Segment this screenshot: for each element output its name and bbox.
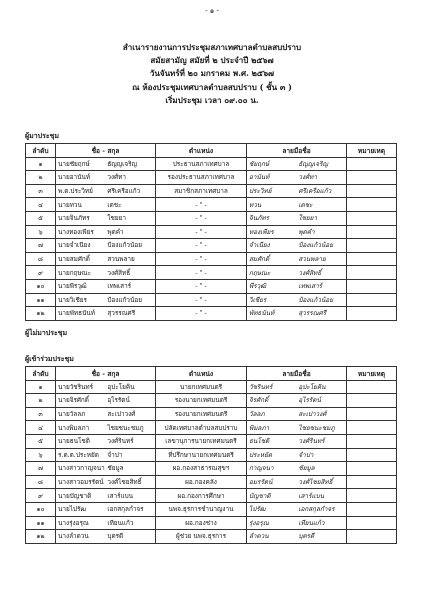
member-name-last: เอกสกุลกำจร [107,505,144,514]
member-signature-first: รุ่งอรุณ [249,518,269,527]
column-header-remark: หมายเหตุ [347,144,397,158]
member-signature-last: สวนพลาย [298,255,326,264]
row-number: ๔ [26,198,56,212]
meeting-date: วันจันทร์ที่ ๒๐ มกราคม พ.ศ. ๒๕๖๗ [149,68,275,78]
member-signature-first: ไปรัฒ [249,505,266,514]
member-name [56,198,156,212]
row-number: ๑๒ [26,307,56,321]
member-name [56,239,156,253]
member-position: รองประธานสภาเทศบาล [156,171,247,185]
member-signature-first: พิมลภา [249,423,270,432]
table-row [26,448,397,462]
member-name-last: ธัญญเจริญ [107,159,137,168]
member-name [56,380,156,394]
member-signature-last: จำปา [298,450,314,459]
member-signature-last: วงศ์ทา [298,173,317,182]
column-header-name: ชื่อ - สกุล [56,144,156,158]
row-number: ๓ [26,407,56,421]
row-number: ๒ [26,394,56,408]
member-signature-last: อุไรรัตน์ [298,396,321,405]
member-name-first: นางพิมลภา [58,423,90,432]
member-signature-first: ธนโชติ [249,437,270,446]
member-name-first: นายวัชรินทร์ [58,382,94,391]
member-name-first: นายสมศักดิ์ [58,255,90,264]
member-signature [247,279,347,293]
column-header-no: ลำดับ [26,367,56,381]
member-signature-last: วงศ์รินทร์ [298,437,325,446]
member-position: - " - [156,266,247,280]
table-row [26,421,397,435]
member-name [56,421,156,435]
row-number: ๑๐ [26,502,56,516]
member-name [56,489,156,503]
row-number: ๒ [26,171,56,185]
member-name [56,307,156,321]
remark-cell [347,307,397,321]
table-row [26,171,397,185]
row-number: ๖ [26,225,56,239]
member-name [56,502,156,516]
table-row [26,394,397,408]
member-name-first: นายจำเนียง [58,241,91,250]
table-row [26,380,397,394]
remark-cell [347,266,397,280]
row-number: ๙ [26,266,56,280]
member-name-last: เสาร์แบน [107,491,134,500]
member-signature-last: อุปะโยคิน [298,382,326,391]
member-signature-first: ลำดวน [249,532,269,541]
member-position: ผอ.กองคลัง [156,475,247,489]
meeting-start-time: เริ่มประชุม เวลา ๐๙.๐๐ น. [165,95,259,105]
meeting-session: สมัยสามัญ สมัยที่ ๒ ประจำปี ๒๕๖๗ [150,55,274,65]
member-name [56,407,156,421]
member-name-last: พุดคำ [107,227,124,236]
member-name-first: นายธนโชติ [58,437,90,446]
member-signature-last: เสาร์แบน [298,491,325,500]
table-row [26,530,397,544]
member-signature [247,157,347,171]
member-signature [247,448,347,462]
member-name-first: นายบัญชาติ [58,491,92,500]
remark-cell [347,407,397,421]
table-row [26,307,397,321]
member-signature-first: ประหยัด [249,450,273,459]
member-signature-first: วัลลภ [249,410,265,419]
remark-cell [347,502,397,516]
member-name-last: เทพเสาร์ [107,282,132,291]
member-signature-last: สะเปาวงศ์ [298,410,327,419]
member-signature [247,252,347,266]
table-row [26,475,397,489]
member-position: ที่ปรึกษานายกเทศมนตรี [156,448,247,462]
table-row [26,279,397,293]
remark-cell [347,225,397,239]
member-position: ผอ.กองสาธารณสุขฯ [156,462,247,476]
member-position: นพจ.ธุรการชำนาญงาน [156,502,247,516]
member-name-last: วงศ์ไชยสิทธิ์ [107,478,142,487]
member-name-last: จำปา [107,450,123,459]
member-name-last: บุตรดี [107,532,124,541]
attendees-table-header [26,144,397,158]
row-number: ๕ [26,211,56,225]
member-name-first: นายกฤษณะ [58,268,92,277]
member-name [56,394,156,408]
member-position: - " - [156,307,247,321]
member-position: ประธานสภาเทศบาล [156,157,247,171]
member-name [56,266,156,280]
row-number: ๑ [26,157,56,171]
participants-table-header [26,367,397,381]
member-name-last: วงศ์รินทร์ [107,437,134,446]
remark-cell [347,239,397,253]
member-name [56,516,156,530]
member-signature-first: จิรศักดิ์ [249,396,269,405]
member-name-first: นางรุ่งอรุณ [58,518,89,527]
member-name-first: นายจินภัทร [58,214,90,223]
member-signature-last: ธัญญเจริญ [298,159,328,168]
remark-cell [347,462,397,476]
table-row [26,502,397,516]
member-name-first: นางลำดวน [58,532,89,541]
member-signature-last: ไชยชนะชมภู [298,423,335,432]
member-name-last: อุปะโยคิน [107,382,135,391]
member-signature-last: ป้องแก้วน้อย [298,241,333,250]
member-signature-last: เดชะ [298,200,313,209]
column-header-position: ตำแหน่ง [156,367,247,381]
member-name-first: นางสาวกาญจนา [58,464,105,473]
member-name-first: นางสาวอมรรัตน์ [58,478,104,487]
table-row [26,407,397,421]
member-name [56,530,156,544]
member-name-last: ศรีเครือแก้ว [107,187,141,196]
row-number: ๗ [26,462,56,476]
member-signature [247,225,347,239]
member-name-last: สุวรรณศรี [107,309,136,318]
member-signature [247,307,347,321]
member-signature [247,184,347,198]
remark-cell [347,211,397,225]
remark-cell [347,184,397,198]
table-row [26,157,397,171]
member-position: ผอ.กองการศึกษา [156,489,247,503]
member-name-first: นายพัทธนันท์ [58,309,95,318]
member-signature [247,293,347,307]
member-signature [247,516,347,530]
row-number: ๔ [26,421,56,435]
member-signature-first: พีรวุฒิ [249,282,267,291]
member-name [56,184,156,198]
member-signature-last: ป้องแก้วน้อย [298,295,333,304]
row-number: ๑ [26,380,56,394]
member-name [56,225,156,239]
member-name-first: นายอานันท์ [58,173,91,182]
member-signature-first: กฤษณะ [249,268,271,277]
column-header-remark: หมายเหตุ [347,367,397,381]
member-name [56,448,156,462]
member-name-first: นายวัลลภ [58,410,86,419]
remark-cell [347,421,397,435]
table-row [26,293,397,307]
table-row [26,239,397,253]
remark-cell [347,434,397,448]
member-signature [247,394,347,408]
member-name-first: นายวิเชียร [58,295,87,304]
member-signature-last: วงศ์ไชยสิทธิ์ [298,478,333,487]
table-row [26,198,397,212]
member-position: - " - [156,225,247,239]
row-number: ๙ [26,489,56,503]
member-position: รองนายกเทศมนตรี [156,394,247,408]
participants-table [25,366,397,544]
member-signature-first: จินภัทร [249,214,269,223]
member-name-first: นางทองเพียร [58,227,94,236]
row-number: ๓ [26,184,56,198]
member-signature-first: อมรรัตน์ [249,478,273,487]
column-header-position: ตำแหน่ง [156,144,247,158]
row-number: ๖ [26,448,56,462]
member-signature [247,211,347,225]
member-signature-last: ชัยมูล [298,464,315,473]
member-position: - " - [156,211,247,225]
member-signature-first: บัญชาติ [249,491,271,500]
remark-cell [347,448,397,462]
meeting-venue: ณ ห้องประชุมเทศบาลตำบลสบปราบ ( ชั้น ๓ ) [132,82,292,92]
table-row [26,225,397,239]
member-signature-last: เทียนแก้ว [298,518,325,527]
member-name-first: นายทวน [58,200,82,209]
member-signature-first: วัชรินทร์ [249,382,273,391]
remark-cell [347,475,397,489]
member-position: - " - [156,279,247,293]
member-name-last: วงศ์สิทธิ์ [107,268,131,277]
member-position: - " - [156,239,247,253]
member-signature [247,434,347,448]
member-name-last: อุไรรัตน์ [107,396,130,405]
member-name-last: เดชะ [107,200,122,209]
member-name [56,157,156,171]
member-name-first: นายชัยฤกษ์ [58,159,90,168]
row-number: ๑๑ [26,293,56,307]
row-number: ๑๐ [26,279,56,293]
table-row [26,266,397,280]
member-name [56,279,156,293]
member-position: ผอ.กองช่าง [156,516,247,530]
member-signature-last: ศรีเครือแก้ว [298,187,332,196]
table-row [26,252,397,266]
member-signature [247,502,347,516]
remark-cell [347,380,397,394]
table-row [26,211,397,225]
page-number: - ๑ - [205,7,219,15]
member-name-last: ป้องแก้วน้อย [107,295,142,304]
member-name-last: ไชยชนะชมภู [107,423,144,432]
member-name [56,293,156,307]
member-signature-last: เทพเสาร์ [298,282,323,291]
member-signature [247,475,347,489]
member-signature-last: เอกสกุลกำจร [298,505,335,514]
table-row [26,434,397,448]
member-name [56,475,156,489]
member-signature-first: วิเชียร [249,295,267,304]
member-position: รองนายกเทศมนตรี [156,407,247,421]
remark-cell [347,516,397,530]
member-name [56,252,156,266]
remark-cell [347,252,397,266]
member-position: เลขานุการนายกเทศมนตรี [156,434,247,448]
member-signature-last: สุวรรณศรี [298,309,327,318]
remark-cell [347,530,397,544]
absent-heading: ผู้ไม่มาประชุม [25,328,68,337]
member-signature-first: พัทธนันท์ [249,309,275,318]
member-name [56,462,156,476]
member-name-last: ป้องแก้วน้อย [107,241,142,250]
member-signature-first: สมศักดิ์ [249,255,270,264]
member-signature-last: พุดคำ [298,227,315,236]
table-row [26,516,397,530]
member-name-last: วงศ์ทา [107,173,126,182]
member-signature-last: ใชยยา [298,214,317,223]
member-signature-first: ชัยฤกษ์ [249,159,270,168]
column-header-no: ลำดับ [26,144,56,158]
member-position: ผู้ช่วย นพจ.ธุรการ [156,530,247,544]
row-number: ๑๑ [26,516,56,530]
member-name-last: ใชยยา [107,214,126,223]
member-signature [247,198,347,212]
member-position: สมาชิกสภาเทศบาล [156,184,247,198]
member-position: - " - [156,198,247,212]
member-name-first: นายไปรัฒ [58,505,87,514]
member-name-first: ร.ต.ต.ประหยัด [58,450,99,459]
member-signature [247,266,347,280]
member-signature-last: วงศ์สิทธิ์ [298,268,322,277]
column-header-name: ชื่อ - สกุล [56,367,156,381]
row-number: ๑๒ [26,530,56,544]
member-name [56,171,156,185]
member-signature-first: จำเนียง [249,241,270,250]
table-row [26,489,397,503]
member-signature [247,171,347,185]
column-header-signature: ลายมือชื่อ [247,367,347,381]
member-signature-first: กาญจนา [249,464,274,473]
member-position: - " - [156,252,247,266]
attendees-table [25,143,397,321]
member-signature-first: ทวน [249,200,262,209]
participants-heading: ผู้เข้าร่วมประชุม [25,354,74,363]
remark-cell [347,157,397,171]
remark-cell [347,293,397,307]
member-name [56,211,156,225]
member-signature-first: ทองเพียร [249,227,274,236]
meeting-title: สำเนารายงานการประชุมสภาเทศบาลตำบลสบปราบ [122,42,302,52]
member-signature [247,530,347,544]
member-name-first: พ.ต.ประวิทย์ [58,187,93,196]
table-row [26,184,397,198]
member-signature [247,421,347,435]
member-signature-first: อานันท์ [249,173,270,182]
member-position: - " - [156,293,247,307]
member-name-last: สะเปาวงศ์ [107,410,136,419]
member-signature-first: ประวิทย์ [249,187,272,196]
row-number: ๗ [26,239,56,253]
remark-cell [347,394,397,408]
member-signature [247,462,347,476]
member-signature [247,380,347,394]
remark-cell [347,171,397,185]
member-signature [247,239,347,253]
member-signature-last: บุตรดี [298,532,315,541]
remark-cell [347,489,397,503]
member-position: ปลัดเทศบาลตำบลสบปราบ [156,421,247,435]
row-number: ๘ [26,252,56,266]
member-signature [247,489,347,503]
row-number: ๘ [26,475,56,489]
member-position: นายกเทศมนตรี [156,380,247,394]
member-name-last: สวนพลาย [107,255,135,264]
remark-cell [347,279,397,293]
member-name-first: นายพีรวุฒิ [58,282,87,291]
member-name-last: เทียนแก้ว [107,518,134,527]
member-name [56,434,156,448]
remark-cell [347,198,397,212]
attendees-heading: ผู้มาประชุม [25,131,59,140]
member-name-last: ชัยมูล [107,464,124,473]
member-name-first: นายจิรศักดิ์ [58,396,89,405]
table-row [26,462,397,476]
member-signature [247,407,347,421]
row-number: ๕ [26,434,56,448]
column-header-signature: ลายมือชื่อ [247,144,347,158]
